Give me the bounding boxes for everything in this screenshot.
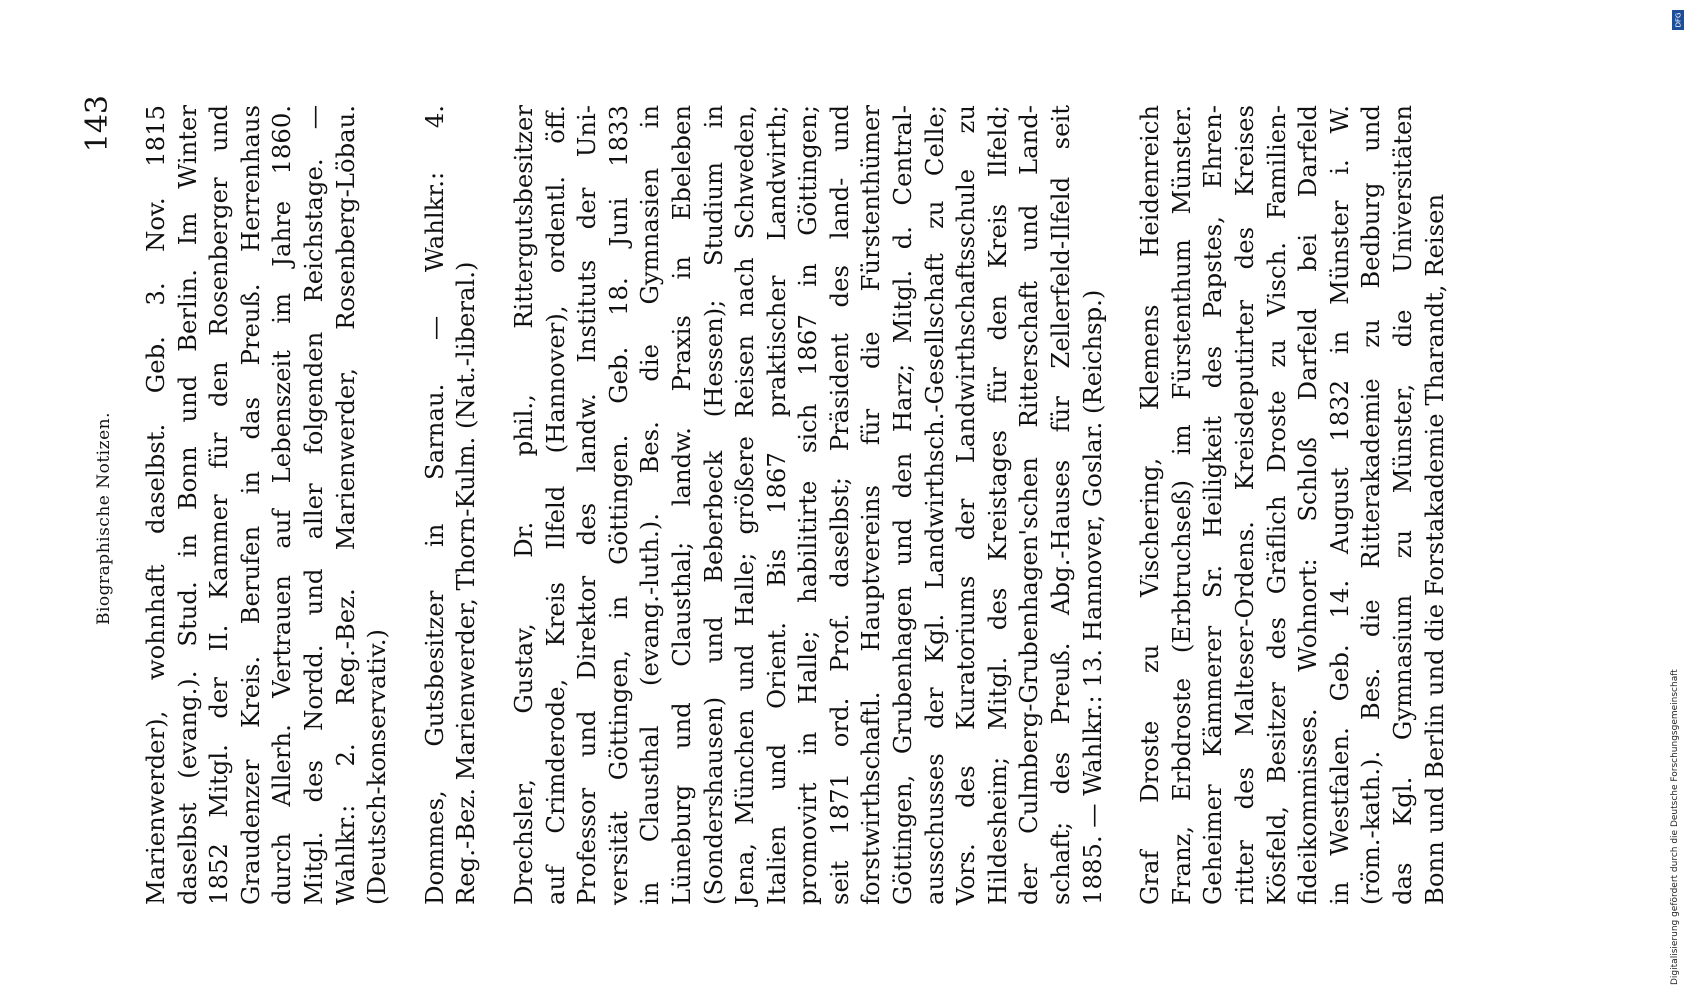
text-line: Mitgl. des Nordd. und aller folgenden Reichstage. — [298, 105, 328, 905]
text-line: seit 1871 ord. Prof. daselbst; Präsident des land- und [824, 105, 854, 905]
text-line: Vors. des Kuratoriums der Landwirthschaftsschule zu [951, 105, 981, 905]
paragraph-gap [1108, 105, 1134, 905]
text-line: (Sondershausen) und Beberbeck (Hessen); Studium in [698, 105, 728, 905]
page-header [76, 95, 136, 905]
paragraph [419, 105, 482, 905]
text-line: 1852 Mitgl. der II. Kammer für den Rosenberger und [204, 105, 234, 905]
text-line: Reg.-Bez. Marienwerder, Thorn-Kulm. (Nat.-liberal.) [451, 261, 481, 905]
paragraph [508, 105, 1108, 905]
text-line: forstwirthschaftl. Hauptvereins für die Fürstenthümer [856, 105, 886, 905]
text-line: in Clausthal (evang.-luth.). Bes. die Gymnasien in [635, 105, 665, 905]
paragraph-gap [393, 105, 419, 905]
text-line: Wahlkr.: 2. Reg.-Bez. Marienwerder, Rosenberg-Löbau. [330, 105, 360, 905]
text-line: in Westfalen. Geb. 14. August 1832 in Münster i. W. [1324, 105, 1354, 905]
paragraph [140, 105, 393, 905]
text-line: Italien und Orient. Bis 1867 praktischer Landwirth; [761, 105, 791, 905]
text-line: Göttingen, Grubenhagen und den Harz; Mitgl. d. Central- [888, 105, 918, 905]
body-text [140, 105, 1450, 905]
text-line: Jena, München und Halle; größere Reisen nach Schweden, [730, 105, 760, 905]
text-line: Graudenzer Kreis. Berufen in das Preuß. Herrenhaus [235, 105, 265, 905]
text-line: Hildesheim; Mitgl. des Kreistages für den Kreis Ilfeld; [982, 105, 1012, 905]
text-line: Professor und Direktor des landw. Instituts der Uni- [572, 105, 602, 905]
text-line: 1885. — Wahlkr.: 13. Hannover, Goslar. (Reichsp.) [1077, 289, 1107, 905]
text-line: der Culmberg-Grubenhagen'schen Ritterschaft und Land- [1014, 105, 1044, 905]
text-line: promovirt in Halle; habilitirte sich 1867 in Göttingen; [793, 105, 823, 905]
text-line: (röm.-kath.). Bes. die Ritterakademie zu Bedburg und [1356, 105, 1386, 905]
text-line: Marienwerder), wohnhaft daselbst. Geb. 3. Nov. 1815 [141, 105, 170, 905]
paragraph-gap [482, 105, 508, 905]
text-line: Geheimer Kämmerer Sr. Heiligkeit des Papstes, Ehren- [1198, 105, 1228, 905]
text-line: Drechsler, Gustav, Dr. phil., Rittergutsbesitzer [508, 105, 538, 905]
text-line: ritter des Malteser-Ordens. Kreisdeputirter des Kreises [1230, 105, 1259, 905]
text-line: Kösfeld, Besitzer des Gräflich Droste zu Visch. Familien- [1261, 105, 1291, 905]
text-line: auf Crimderode, Kreis Ilfeld (Hannover), ordentl. öff. [540, 105, 570, 905]
text-line: Franz, Erbdroste (Erbtruchseß) im Fürstenthum Münster. [1166, 105, 1196, 905]
text-line: (Deutsch-konservativ.) [362, 629, 392, 905]
text-line: daselbst (evang.). Stud. in Bonn und Berlin. Im Winter [172, 105, 202, 905]
running-head: Biographische Notizen. [94, 412, 114, 625]
paragraph [1134, 105, 1450, 905]
text-line: Dommes, Gutsbesitzer in Sarnau. — Wahlkr.: 4. [419, 105, 449, 905]
text-line: Lüneburg und Clausthal; landw. Praxis in Ebeleben [666, 105, 696, 905]
dfg-logo: DFG [1672, 10, 1684, 30]
text-line: durch Allerh. Vertrauen auf Lebenszeit im Jahre 1860. [267, 105, 297, 905]
text-line: schaft; des Preuß. Abg.-Hauses für Zellerfeld-Ilfeld seit [1046, 105, 1076, 905]
text-line: versität Göttingen, in Göttingen. Geb. 18. Juni 1833 [603, 105, 633, 905]
text-line: Graf Droste zu Vischering, Klemens Heidenreich [1135, 105, 1165, 905]
text-line: fideikommisses. Wohnort: Schloß Darfeld bei Darfeld [1293, 105, 1323, 905]
text-line: Bonn und Berlin und die Forstakademie Tharandt, Reisen [1419, 193, 1449, 905]
text-line: ausschusses der Kgl. Landwirthsch.-Gesellschaft zu Celle; [919, 105, 949, 905]
page-number: 143 [80, 95, 115, 153]
digitization-note: Digitalisierung gefördert durch die Deutsche Forschungsgemeinschaft [1670, 669, 1680, 985]
text-line: das Kgl. Gymnasium zu Münster, die Universitäten [1387, 105, 1417, 905]
